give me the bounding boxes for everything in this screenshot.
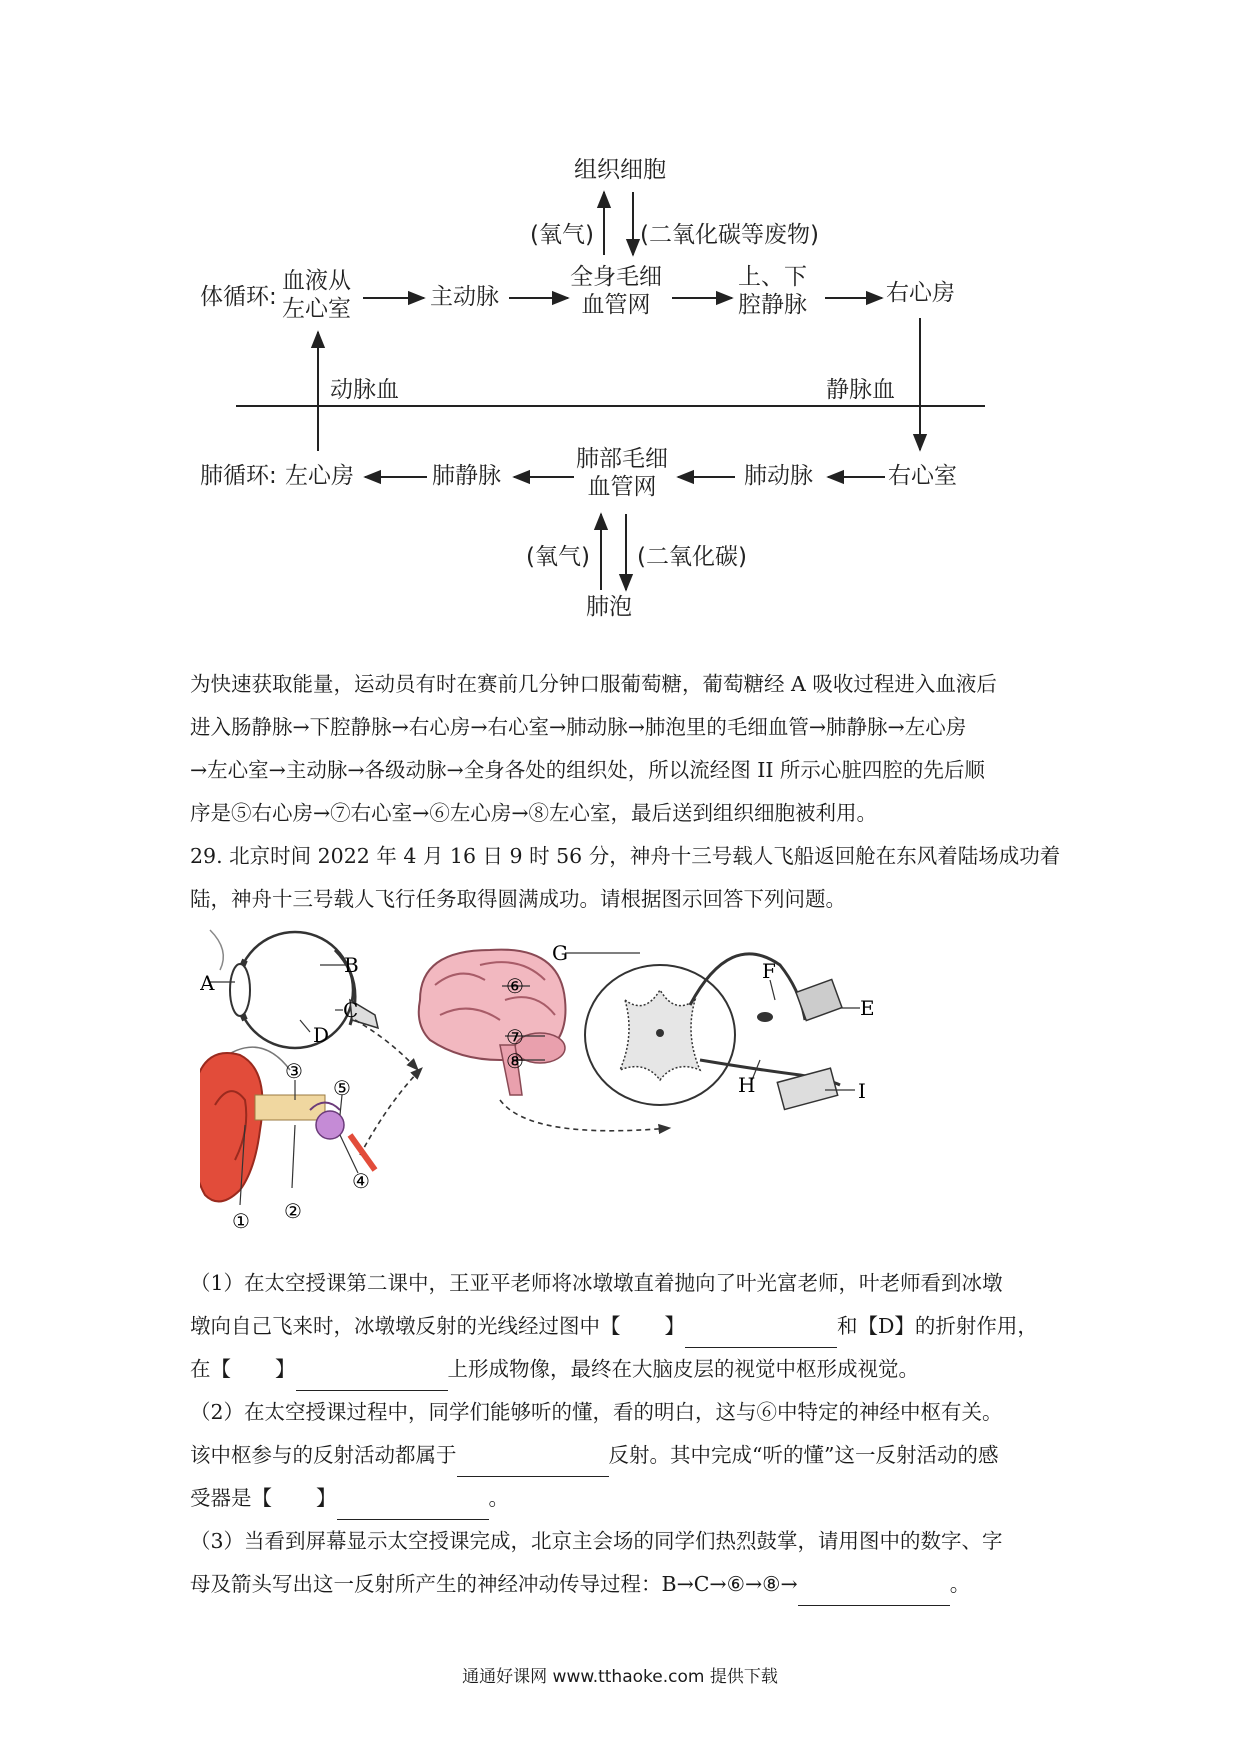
eye-label-c: C — [343, 998, 359, 1022]
answer-blank[interactable] — [337, 1496, 489, 1520]
page-footer: 通通好课网 www.tthaoke.com 提供下载 — [462, 1667, 778, 1687]
q3-line1: （3）当看到屏幕显示太空授课完成，北京主会场的同学们热烈鼓掌，请用图中的数字、字 — [190, 1529, 1003, 1553]
q2-line2: 该中枢参与的反射活动都属于 反射。其中完成“听的懂”这一反射活动的感 — [190, 1434, 1070, 1477]
spinal-cord-illustration — [585, 954, 842, 1110]
ear-label-4: ④ — [352, 1169, 370, 1193]
label-aorta: 主动脉 — [430, 284, 499, 310]
label-tissue-cells: 组织细胞 — [574, 157, 666, 183]
answer-blank[interactable] — [296, 1367, 448, 1391]
label-arterial-blood: 动脉血 — [330, 377, 399, 403]
ear-label-3: ③ — [285, 1059, 303, 1083]
q3-line2: 母及箭头写出这一反射所产生的神经冲动传导过程：B→C→⑥→⑧→ 。 — [190, 1563, 1070, 1606]
label-pulmonary-vein: 肺静脉 — [432, 463, 501, 489]
label-systemic-circulation: 体循环: — [200, 284, 277, 310]
label-right-atrium: 右心房 — [886, 280, 955, 306]
label-oxygen-bottom: (氧气) — [526, 544, 590, 570]
question-29-intro — [190, 835, 1070, 921]
ear-label-1: ① — [232, 1209, 250, 1233]
ear-label-5: ⑤ — [333, 1076, 351, 1100]
explanation-line: 序是⑤右心房→⑦右心室→⑥左心房→⑧左心室，最后送到组织细胞被利用。 — [190, 801, 878, 825]
label-co2-waste: (二氧化碳等废物) — [640, 222, 819, 248]
label-right-ventricle: 右心室 — [888, 463, 957, 489]
eye-label-a: A — [200, 971, 215, 995]
label-vena-cava: 上、下 腔静脉 — [738, 264, 807, 318]
label-co2: (二氧化碳) — [637, 544, 747, 570]
answer-blank[interactable] — [798, 1582, 950, 1606]
label-blood-from-left-ventricle: 血液从 左心室 — [282, 268, 351, 322]
brain-label-6: ⑥ — [506, 974, 524, 998]
explanation-line: 进入肠静脉→下腔静脉→右心房→右心室→肺动脉→肺泡里的毛细血管→肺静脉→左心房 — [190, 715, 967, 739]
label-alveoli: 肺泡 — [586, 594, 632, 620]
q2-line1: （2）在太空授课过程中，同学们能够听的懂，看的明白，这与⑥中特定的神经中枢有关。 — [190, 1400, 1003, 1424]
brain-illustration — [419, 950, 566, 1095]
label-body-capillaries: 全身毛细 血管网 — [570, 264, 662, 318]
q1-line1: （1）在太空授课第二课中，王亚平老师将冰墩墩直着抛向了叶光富老师，叶老师看到冰墩 — [190, 1271, 1003, 1295]
q1-line3: 在【 】 上形成物像，最终在大脑皮层的视觉中枢形成视觉。 — [190, 1348, 1070, 1391]
spinal-label-g: G — [552, 941, 568, 965]
explanation-line: 为快速获取能量，运动员有时在赛前几分钟口服葡萄糖，葡萄糖经 A 吸收过程进入血液后 — [190, 672, 997, 696]
answer-blank[interactable] — [457, 1453, 609, 1477]
question-29-line: 陆，神舟十三号载人飞行任务取得圆满成功。请根据图示回答下列问题。 — [190, 887, 846, 911]
brain-label-8: ⑧ — [506, 1049, 524, 1073]
q1-line2: 墩向自己飞来时，冰墩墩反射的光线经过图中【 】 和【D】的折射作用， — [190, 1305, 1070, 1348]
question-29-subquestions — [190, 1262, 1070, 1606]
nervous-system-figure — [200, 920, 1020, 1250]
circulation-arrows — [0, 0, 1240, 640]
label-pulmonary-circulation: 肺循环: — [200, 463, 277, 489]
answer-blank[interactable] — [685, 1324, 837, 1348]
label-venous-blood: 静脉血 — [826, 377, 895, 403]
label-pulmonary-artery: 肺动脉 — [744, 463, 813, 489]
eye-label-d: D — [313, 1023, 330, 1047]
dashed-arrow-eye-to-brain — [355, 1020, 418, 1070]
spinal-label-e: E — [860, 996, 875, 1020]
spinal-label-h: H — [738, 1073, 756, 1097]
eye-label-b: B — [344, 953, 359, 977]
explanation-line: →左心室→主动脉→各级动脉→全身各处的组织处，所以流经图 II 所示心脏四腔的先后顺 — [190, 758, 985, 782]
spinal-label-i: I — [858, 1079, 866, 1103]
spinal-label-f: F — [762, 959, 776, 983]
dashed-arrow-ear-to-brain — [360, 1068, 422, 1155]
label-lung-capillaries: 肺部毛细 血管网 — [576, 446, 668, 500]
q2-line3: 受器是【 】 。 — [190, 1477, 1070, 1520]
brain-label-7: ⑦ — [506, 1025, 524, 1049]
label-oxygen-top: (氧气) — [530, 222, 594, 248]
ear-label-2: ② — [284, 1199, 302, 1223]
question-29-line: 29. 北京时间 2022 年 4 月 16 日 9 时 56 分，神舟十三号载人飞船返回舱在东风着陆场成功着 — [190, 844, 1061, 868]
explanation-paragraph — [190, 663, 1070, 835]
label-left-atrium: 左心房 — [285, 463, 354, 489]
